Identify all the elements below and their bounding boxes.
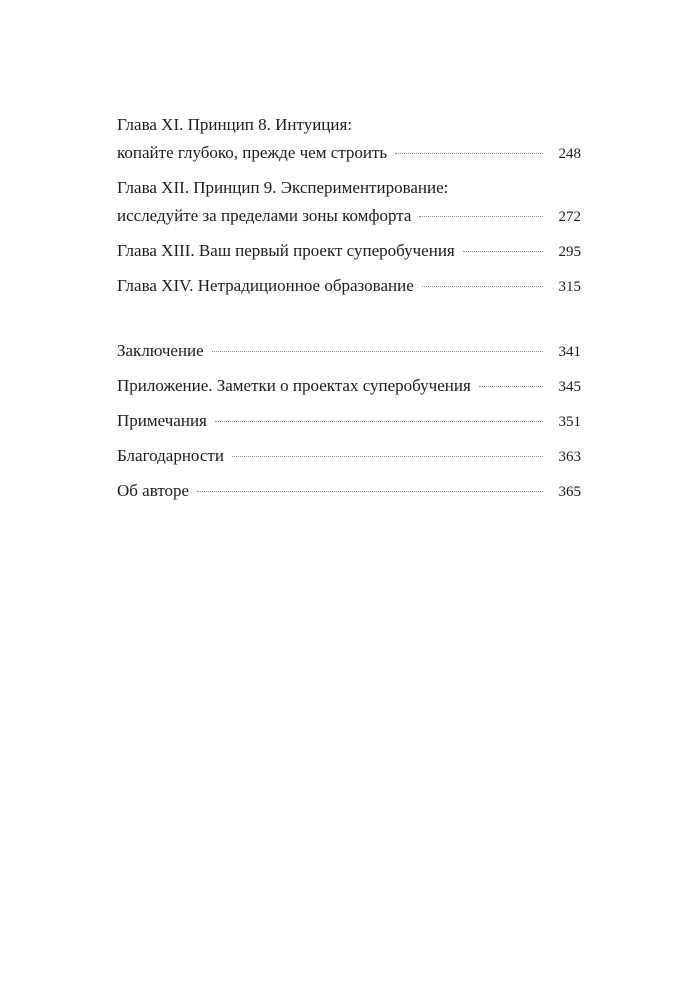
toc-page-number: 345 [558,379,581,395]
dot-leader [422,286,543,287]
toc-entry-chapter-12 [117,174,581,231]
toc-page-number: 341 [558,344,581,360]
toc-entry-notes [117,407,581,436]
toc-entry-conclusion [117,337,581,366]
toc-entry-appendix [117,372,581,401]
dot-leader [232,456,543,457]
dot-leader [419,216,543,217]
toc-page-number: 295 [558,244,581,260]
dot-leader [395,153,543,154]
toc-entry-acknowledgements [117,442,581,471]
toc-entry-title: Глава XIV. Нетрадиционное образование [117,276,414,295]
toc-entry-about-author [117,477,581,506]
toc-entry-chapter-14 [117,272,581,301]
toc-entry-title-line2: копайте глубоко, прежде чем строить [117,143,388,162]
toc-page-number: 315 [558,279,581,295]
toc-entry-title: Благодарности [117,446,224,465]
toc-entry-chapter-13 [117,237,581,266]
dot-leader [197,491,543,492]
dot-leader [463,251,543,252]
toc-page-number: 365 [558,484,581,500]
toc-page-number: 272 [558,209,581,225]
toc-entry-title: Глава XIII. Ваш первый проект суперобучения [117,241,455,260]
toc-entry-title-line2: исследуйте за пределами зоны комфорта [117,206,412,225]
toc-page-number: 351 [558,414,581,430]
toc-entry-title: Заключение [117,341,204,360]
toc-entry-title: Примечания [117,411,207,430]
dot-leader [212,351,543,352]
toc-page-number: 363 [558,449,581,465]
toc-entry-title: Об авторе [117,481,190,500]
toc-page-number: 248 [558,146,581,162]
dot-leader [479,386,543,387]
dot-leader [215,421,543,422]
toc-entry-title-line1: Глава XII. Принцип 9. Экспериментирование: [117,178,449,197]
table-of-contents [117,111,581,506]
toc-entry-title-line1: Глава XI. Принцип 8. Интуиция: [117,115,353,134]
toc-entry-chapter-11 [117,111,581,168]
toc-entry-title: Приложение. Заметки о проектах суперобучения [117,376,471,395]
